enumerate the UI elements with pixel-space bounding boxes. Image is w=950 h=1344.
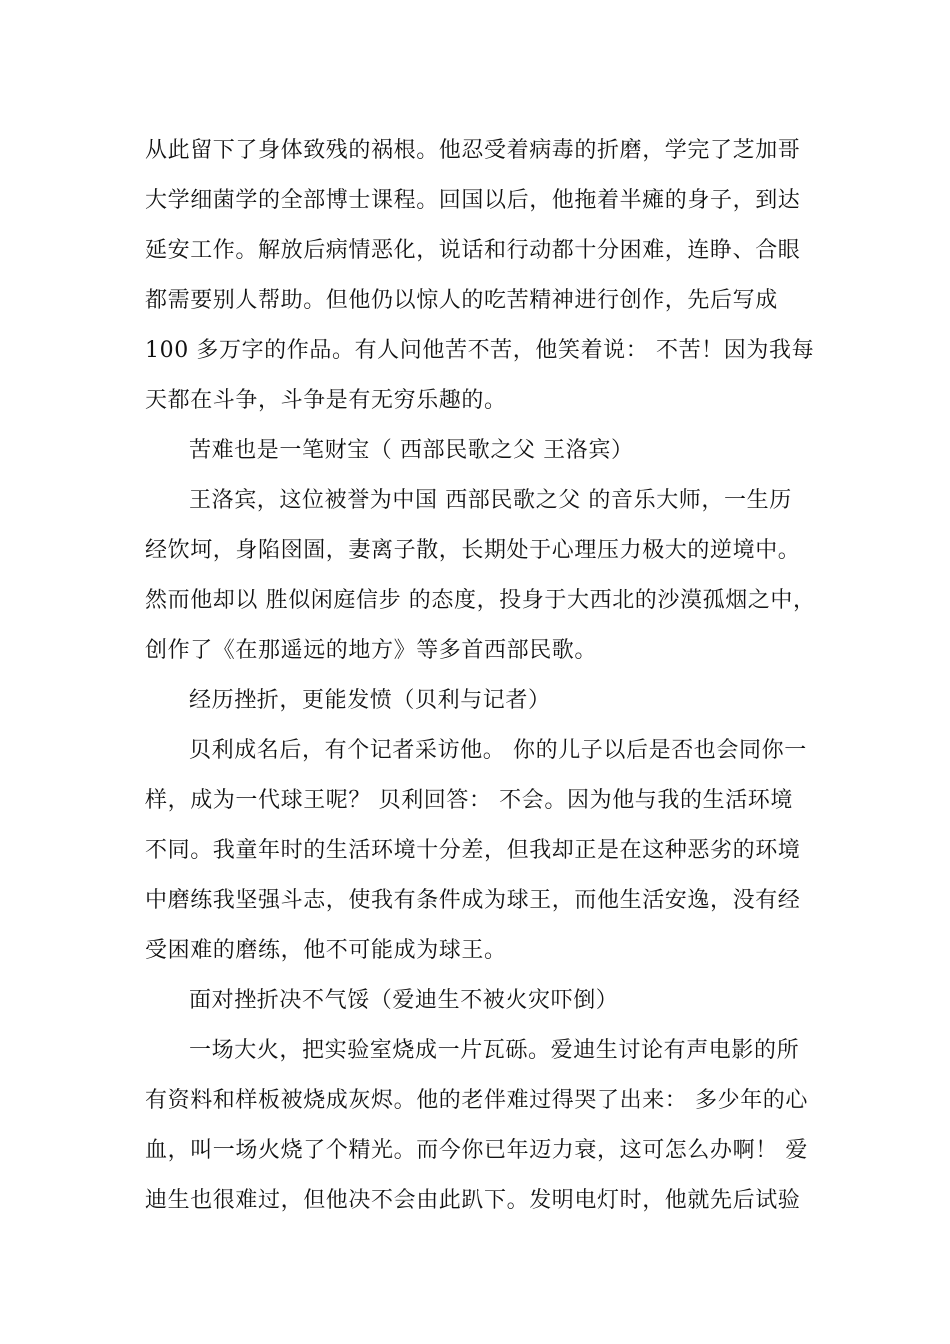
text-line: 贝利成名后，有个记者采访他。 你的儿子以后是否也会同你一	[189, 738, 807, 763]
text-line: 创作了《在那遥远的地方》等多首西部民歌。	[145, 638, 598, 663]
text-line: 都需要别人帮助。但他仍以惊人的吃苦精神进行创作，先后写成	[145, 288, 778, 313]
text-line: 然而他却以 胜似闲庭信步 的态度，投身于大西北的沙漠孤烟之中，	[145, 588, 816, 613]
text-line: 从此留下了身体致残的祸根。他忍受着病毒的折磨，学完了芝加哥	[145, 138, 801, 163]
text-line: 受困难的磨练，他不可能成为球王。	[145, 938, 507, 963]
document-body	[145, 126, 816, 1226]
text-line: 血，叫一场火烧了个精光。而今你已年迈力衰，这可怎么办啊！ 爱	[145, 1138, 808, 1163]
text-line: 不同。我童年时的生活环境十分差，但我却正是在这种恶劣的环境	[145, 838, 801, 863]
section-heading: 面对挫折决不气馁（爱迪生不被火灾吓倒）	[189, 988, 619, 1013]
text-line: 延安工作。解放后病情恶化，说话和行动都十分困难，连睁、合眼	[145, 238, 801, 263]
text-line: 中磨练我坚强斗志，使我有条件成为球王，而他生活安逸，没有经	[145, 888, 801, 913]
text-line: 100 多万字的作品。有人问他苦不苦，他笑着说： 不苦！因为我每	[145, 338, 815, 363]
section-heading: 苦难也是一笔财宝（ 西部民歌之父 王洛宾）	[189, 438, 634, 463]
text-line: 天都在斗争，斗争是有无穷乐趣的。	[145, 388, 507, 413]
section-heading: 经历挫折，更能发愤（贝利与记者）	[189, 688, 551, 713]
text-line: 有资料和样板被烧成灰烬。他的老伴难过得哭了出来： 多少年的心	[145, 1088, 808, 1113]
text-line: 经饮坷，身陷囹圄，妻离子散，长期处于心理压力极大的逆境中。	[145, 538, 801, 563]
text-line: 大学细菌学的全部博士课程。回国以后，他拖着半瘫的身子，到达	[145, 188, 801, 213]
text-line: 迪生也很难过，但他决不会由此趴下。发明电灯时，他就先后试验	[145, 1188, 801, 1213]
text-line: 王洛宾，这位被誉为中国 西部民歌之父 的音乐大师，一生历	[189, 488, 792, 513]
text-line: 一场大火，把实验室烧成一片瓦砾。爱迪生讨论有声电影的所	[189, 1038, 800, 1063]
text-line: 样，成为一代球王呢？ 贝利回答： 不会。因为他与我的生活环境	[145, 788, 793, 813]
